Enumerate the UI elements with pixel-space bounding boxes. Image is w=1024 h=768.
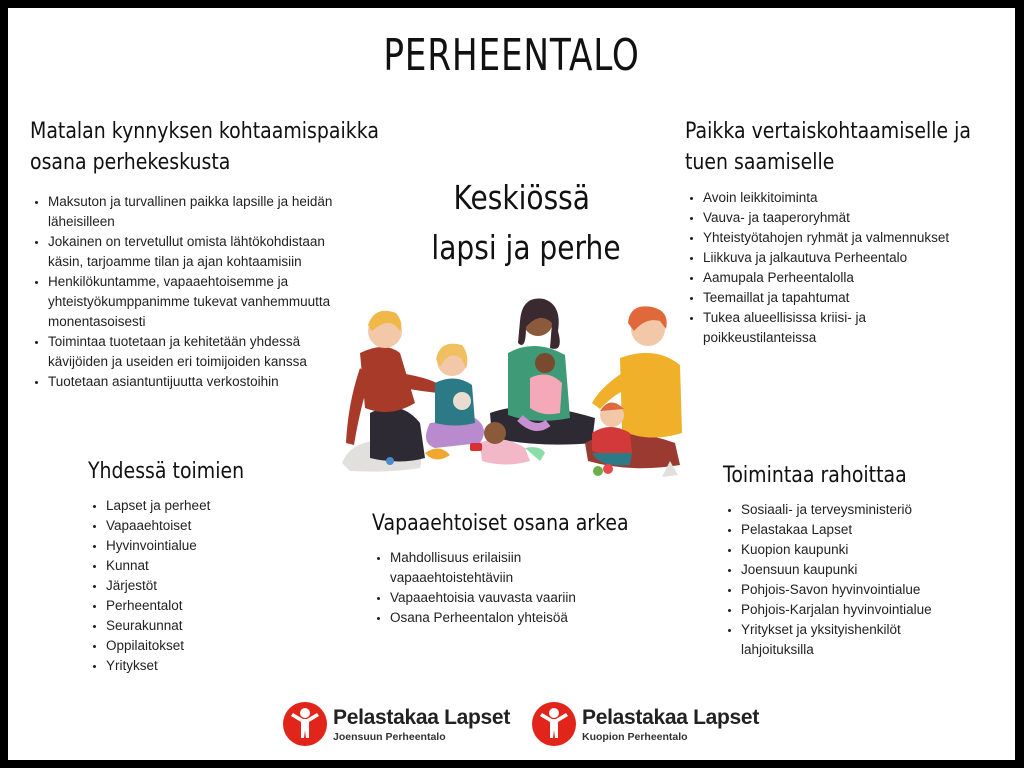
list-item: • Vapaaehtoisia vauvasta vaariin <box>390 588 600 608</box>
section-yhdessa-toimien <box>88 456 318 676</box>
child-figure-logo-icon <box>281 700 329 748</box>
toy-block <box>593 466 603 476</box>
logo-joensuu <box>281 698 521 754</box>
list-item: • Oppilaitokset <box>106 636 318 656</box>
list-item: • Avoin leikkitoiminta <box>703 188 1003 208</box>
list-item: • Pohjois-Savon hyvinvointialue <box>741 580 981 600</box>
list-item: • Pelastakaa Lapset <box>741 520 981 540</box>
section-vapaaehtoiset <box>372 508 642 628</box>
section-rahoittajat <box>723 460 1003 660</box>
list-item: • Sosiaali- ja terveysministeriö <box>741 500 981 520</box>
list-item: • Osana Perheentalon yhteisöä <box>390 608 600 628</box>
list-item: • Jokainen on tervetullut omista lähtökohdistaan käsin, tarjoamme tilan ja ajan kohtaamisiin <box>48 232 348 272</box>
toy-car <box>470 443 482 451</box>
logo-kuopio <box>530 698 770 754</box>
bullet-list <box>685 188 1003 348</box>
girl-figure <box>426 344 484 448</box>
section-heading: Matalan kynnyksen kohtaamispaikka osana perhekeskusta <box>30 119 379 175</box>
list-item: • Yritykset ja yksityishenkilöt lahjoituksilla <box>741 620 941 660</box>
mother-figure <box>490 298 595 444</box>
section-vertaiskohtaaminen <box>685 116 1005 348</box>
logo-name: Pelastakaa Lapset <box>333 706 511 729</box>
bullet-list <box>372 548 600 628</box>
toy-rattle <box>425 448 450 459</box>
poster <box>8 8 1015 760</box>
list-item: • Pohjois-Karjalan hyvinvointialue <box>741 600 981 620</box>
list-item: • Kuopion kaupunki <box>741 540 981 560</box>
bullet-list <box>88 496 318 676</box>
list-item: • Järjestöt <box>106 576 318 596</box>
list-item: • Perheentalot <box>106 596 318 616</box>
woman-figure <box>342 311 440 472</box>
list-item: • Teemaillat ja tapahtumat <box>703 288 1003 308</box>
section-heading: Toimintaa rahoittaa <box>723 463 907 488</box>
center-heading: Keskiössä lapsi ja perhe <box>431 178 621 267</box>
list-item: • Yritykset <box>106 656 318 676</box>
list-item: • Vapaaehtoiset <box>106 516 318 536</box>
list-item: • Toimintaa tuotetaan ja kehitetään yhdessä kävijöiden ja useiden eri toimijoiden kanssa <box>48 332 348 372</box>
list-item: • Henkilökuntamme, vapaaehtoisemme ja yhteistyökumppanimme tukevat vanhemmuutta monentasoisesti <box>48 272 348 332</box>
list-item: • Lapset ja perheet <box>106 496 318 516</box>
list-item: • Joensuun kaupunki <box>741 560 981 580</box>
section-heading: Paikka vertaiskohtaamiselle ja tuen saamiselle <box>685 119 972 175</box>
list-item: • Yhteistyötahojen ryhmät ja valmennukset <box>703 228 1003 248</box>
child-figure-logo-icon <box>530 700 578 748</box>
page-title: PERHEENTALO <box>383 30 640 81</box>
section-kohtaamispaikka <box>30 116 379 392</box>
logo-subtitle: Kuopion Perheentalo <box>582 731 688 743</box>
list-item: • Hyvinvointialue <box>106 536 318 556</box>
list-item: • Liikkuva ja jalkautuva Perheentalo <box>703 248 1003 268</box>
family-illustration <box>330 293 690 483</box>
toy-block <box>603 464 613 474</box>
section-heading: Vapaaehtoiset osana arkea <box>372 511 629 536</box>
logo-subtitle: Joensuun Perheentalo <box>333 731 446 743</box>
list-item: • Seurakunnat <box>106 616 318 636</box>
list-item: • Maksuton ja turvallinen paikka lapsille ja heidän läheisilleen <box>48 192 348 232</box>
section-heading: Yhdessä toimien <box>88 459 245 484</box>
list-item: • Tuotetaan asiantuntijuutta verkostoihin <box>48 372 348 392</box>
list-item: • Vauva- ja taaperoryhmät <box>703 208 1003 228</box>
list-item: • Aamupala Perheentalolla <box>703 268 1003 288</box>
list-item: • Kunnat <box>106 556 318 576</box>
bullet-list <box>723 500 981 660</box>
list-item: • Mahdollisuus erilaisiin vapaaehtoistehtäviin <box>390 548 600 588</box>
logo-name: Pelastakaa Lapset <box>582 706 760 729</box>
list-item: • Tukea alueellisissa kriisi- ja poikkeustilanteissa <box>703 308 893 348</box>
toy-ball <box>386 457 394 465</box>
bullet-list <box>30 192 348 392</box>
